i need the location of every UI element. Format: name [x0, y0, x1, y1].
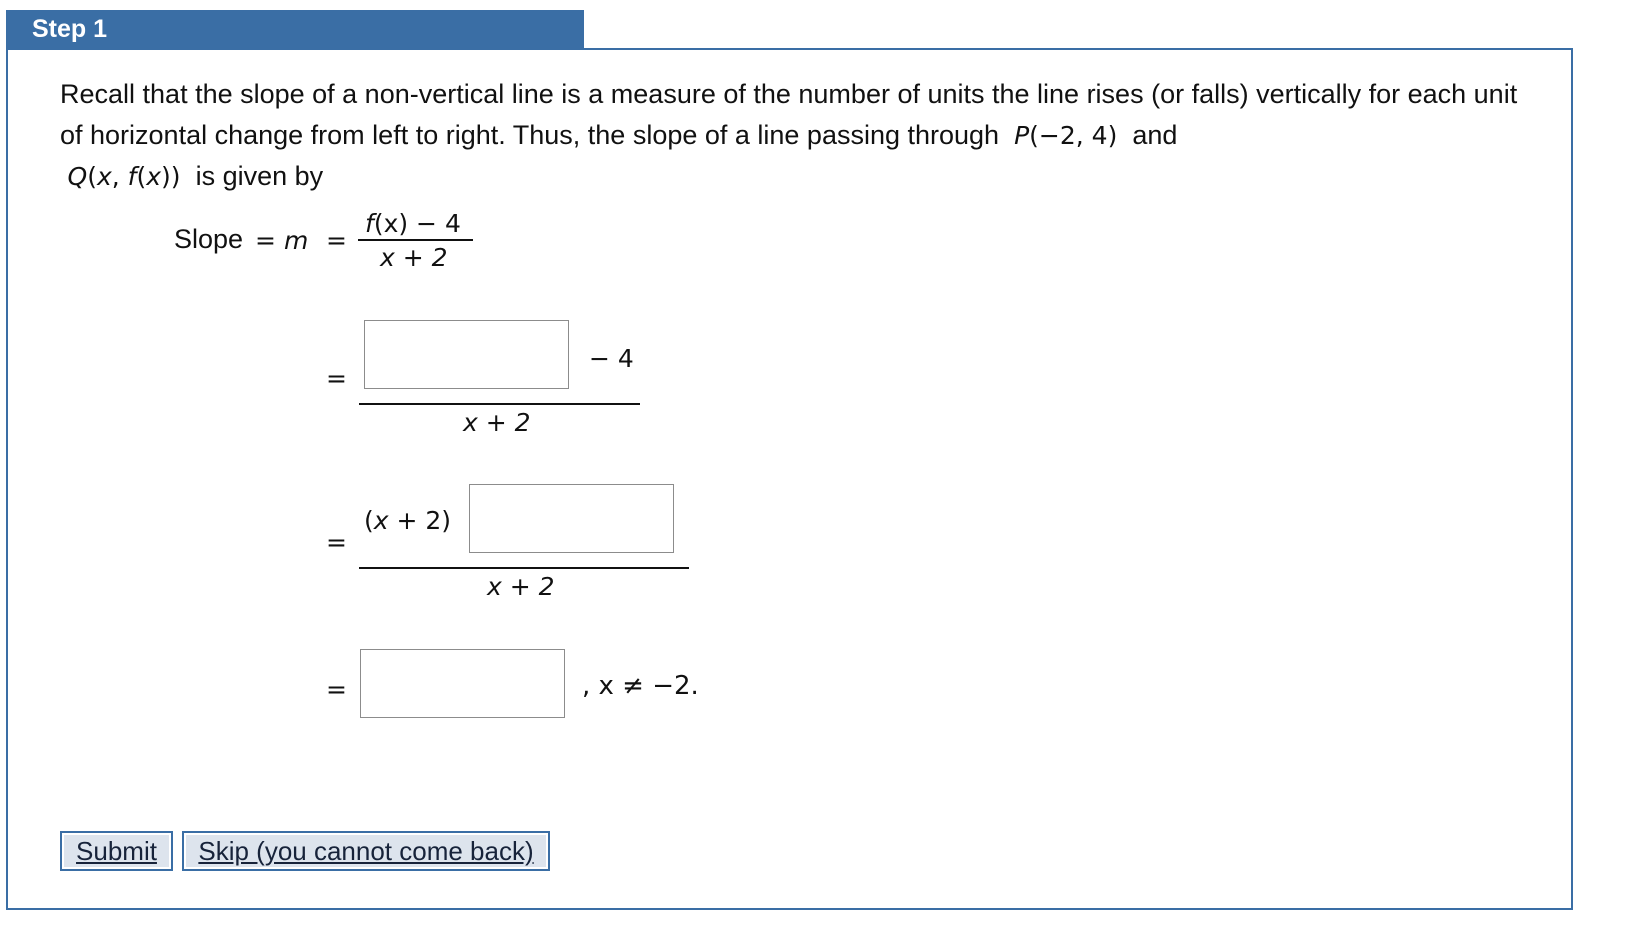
intro-tail: is given by	[195, 161, 324, 191]
row4-equals: =	[326, 675, 347, 704]
row2-minus-four: − 4	[589, 344, 634, 373]
step-header	[6, 10, 584, 49]
slope-equals-1: =	[255, 226, 276, 255]
row1-denominator: x + 2	[380, 243, 448, 272]
answer-input-simplified[interactable]	[360, 649, 565, 718]
step-title: Step 1	[32, 15, 108, 43]
point-p: P(−2, 4)	[1014, 120, 1118, 150]
answer-input-factor[interactable]	[469, 484, 674, 553]
slope-equals-2: =	[326, 226, 347, 255]
slope-variable-m: m	[284, 226, 309, 255]
point-q: Q(x, f(x))	[67, 162, 181, 191]
answer-input-fx[interactable]	[364, 320, 569, 389]
skip-button[interactable]: Skip (you cannot come back)	[182, 831, 550, 871]
intro-paragraph	[60, 74, 1540, 198]
row3-fraction-bar	[359, 567, 689, 569]
row1-numerator: f(x) − 4	[365, 209, 461, 238]
row4-condition: , x ≠ −2.	[582, 671, 699, 701]
row3-denominator: x + 2	[487, 572, 555, 601]
row2-fraction-bar	[359, 403, 640, 405]
slope-label: Slope	[174, 224, 244, 254]
row3-equals: =	[326, 528, 347, 557]
row2-equals: =	[326, 364, 347, 393]
row2-denominator: x + 2	[463, 408, 531, 437]
intro-and: and	[1132, 119, 1178, 150]
row1-fraction-bar	[358, 239, 473, 241]
row3-factor: (x + 2)	[364, 506, 452, 535]
intro-text: Recall that the slope of a non-vertical line is a measure of the number of units the line rises (or falls) vertically for each unit of horizontal change from left to right. Thus, the slope of a line passing through	[60, 79, 1518, 150]
submit-button[interactable]: Submit	[60, 831, 173, 871]
